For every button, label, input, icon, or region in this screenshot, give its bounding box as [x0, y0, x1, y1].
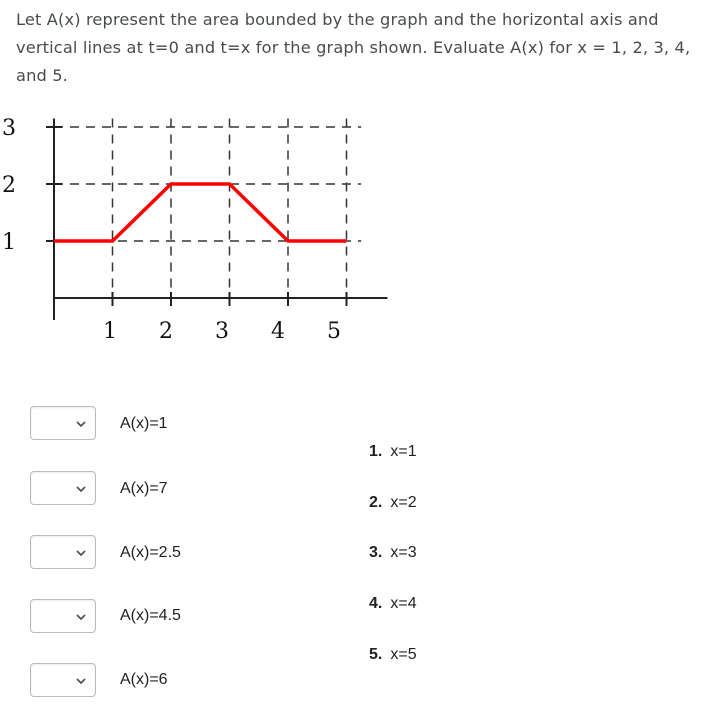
match-item-4	[369, 594, 417, 614]
match-item-number: 4.	[369, 595, 383, 612]
answer-select-3[interactable]	[30, 535, 96, 569]
x-tick-label-2: 2	[159, 319, 173, 344]
y-tick-label-1: 1	[2, 230, 16, 255]
match-item-label: x=5	[390, 646, 417, 663]
function-graph	[0, 100, 390, 360]
function-line	[54, 184, 347, 241]
answer-choice-4: A(x)=4.5	[120, 607, 181, 624]
answer-select-4[interactable]	[30, 599, 96, 633]
match-item-number: 2.	[369, 494, 383, 511]
chevron-down-icon	[75, 547, 87, 559]
grid-lines	[54, 118, 361, 298]
question-text: Let A(x) represent the area bounded by the graph and the horizontal axis and vertical lines at t=0 and t=x for the graph shown. Evaluate A(x) for x = 1, 2, 3, 4, and 5.	[16, 10, 691, 85]
chevron-down-icon	[75, 675, 87, 687]
x-tick-label-3: 3	[215, 319, 229, 344]
match-item-1	[369, 442, 417, 462]
answer-choice-3: A(x)=2.5	[120, 544, 181, 561]
match-item-2	[369, 493, 417, 513]
match-item-label: x=2	[390, 494, 417, 511]
axes	[54, 118, 387, 320]
x-tick-label-1: 1	[103, 319, 117, 344]
chevron-down-icon	[75, 418, 87, 430]
match-item-number: 3.	[369, 544, 383, 561]
match-item-label: x=4	[390, 595, 417, 612]
y-tick-label-2: 2	[2, 173, 16, 198]
answer-select-1[interactable]	[30, 406, 96, 440]
answer-choice-2: A(x)=7	[120, 480, 168, 497]
answer-select-5[interactable]	[30, 663, 96, 697]
answer-choice-1: A(x)=1	[120, 415, 168, 432]
answer-choice-5: A(x)=6	[120, 671, 168, 688]
axis-ticks	[46, 127, 347, 306]
x-tick-label-5: 5	[327, 319, 341, 344]
match-item-number: 5.	[369, 646, 383, 663]
match-item-5	[369, 645, 417, 665]
chevron-down-icon	[75, 611, 87, 623]
chevron-down-icon	[75, 483, 87, 495]
x-tick-label-4: 4	[271, 319, 285, 344]
match-item-label: x=3	[390, 544, 417, 561]
y-tick-label-3: 3	[2, 116, 16, 141]
match-item-label: x=1	[390, 443, 417, 460]
match-item-3	[369, 543, 417, 563]
match-item-number: 1.	[369, 443, 383, 460]
answer-select-2[interactable]	[30, 471, 96, 505]
